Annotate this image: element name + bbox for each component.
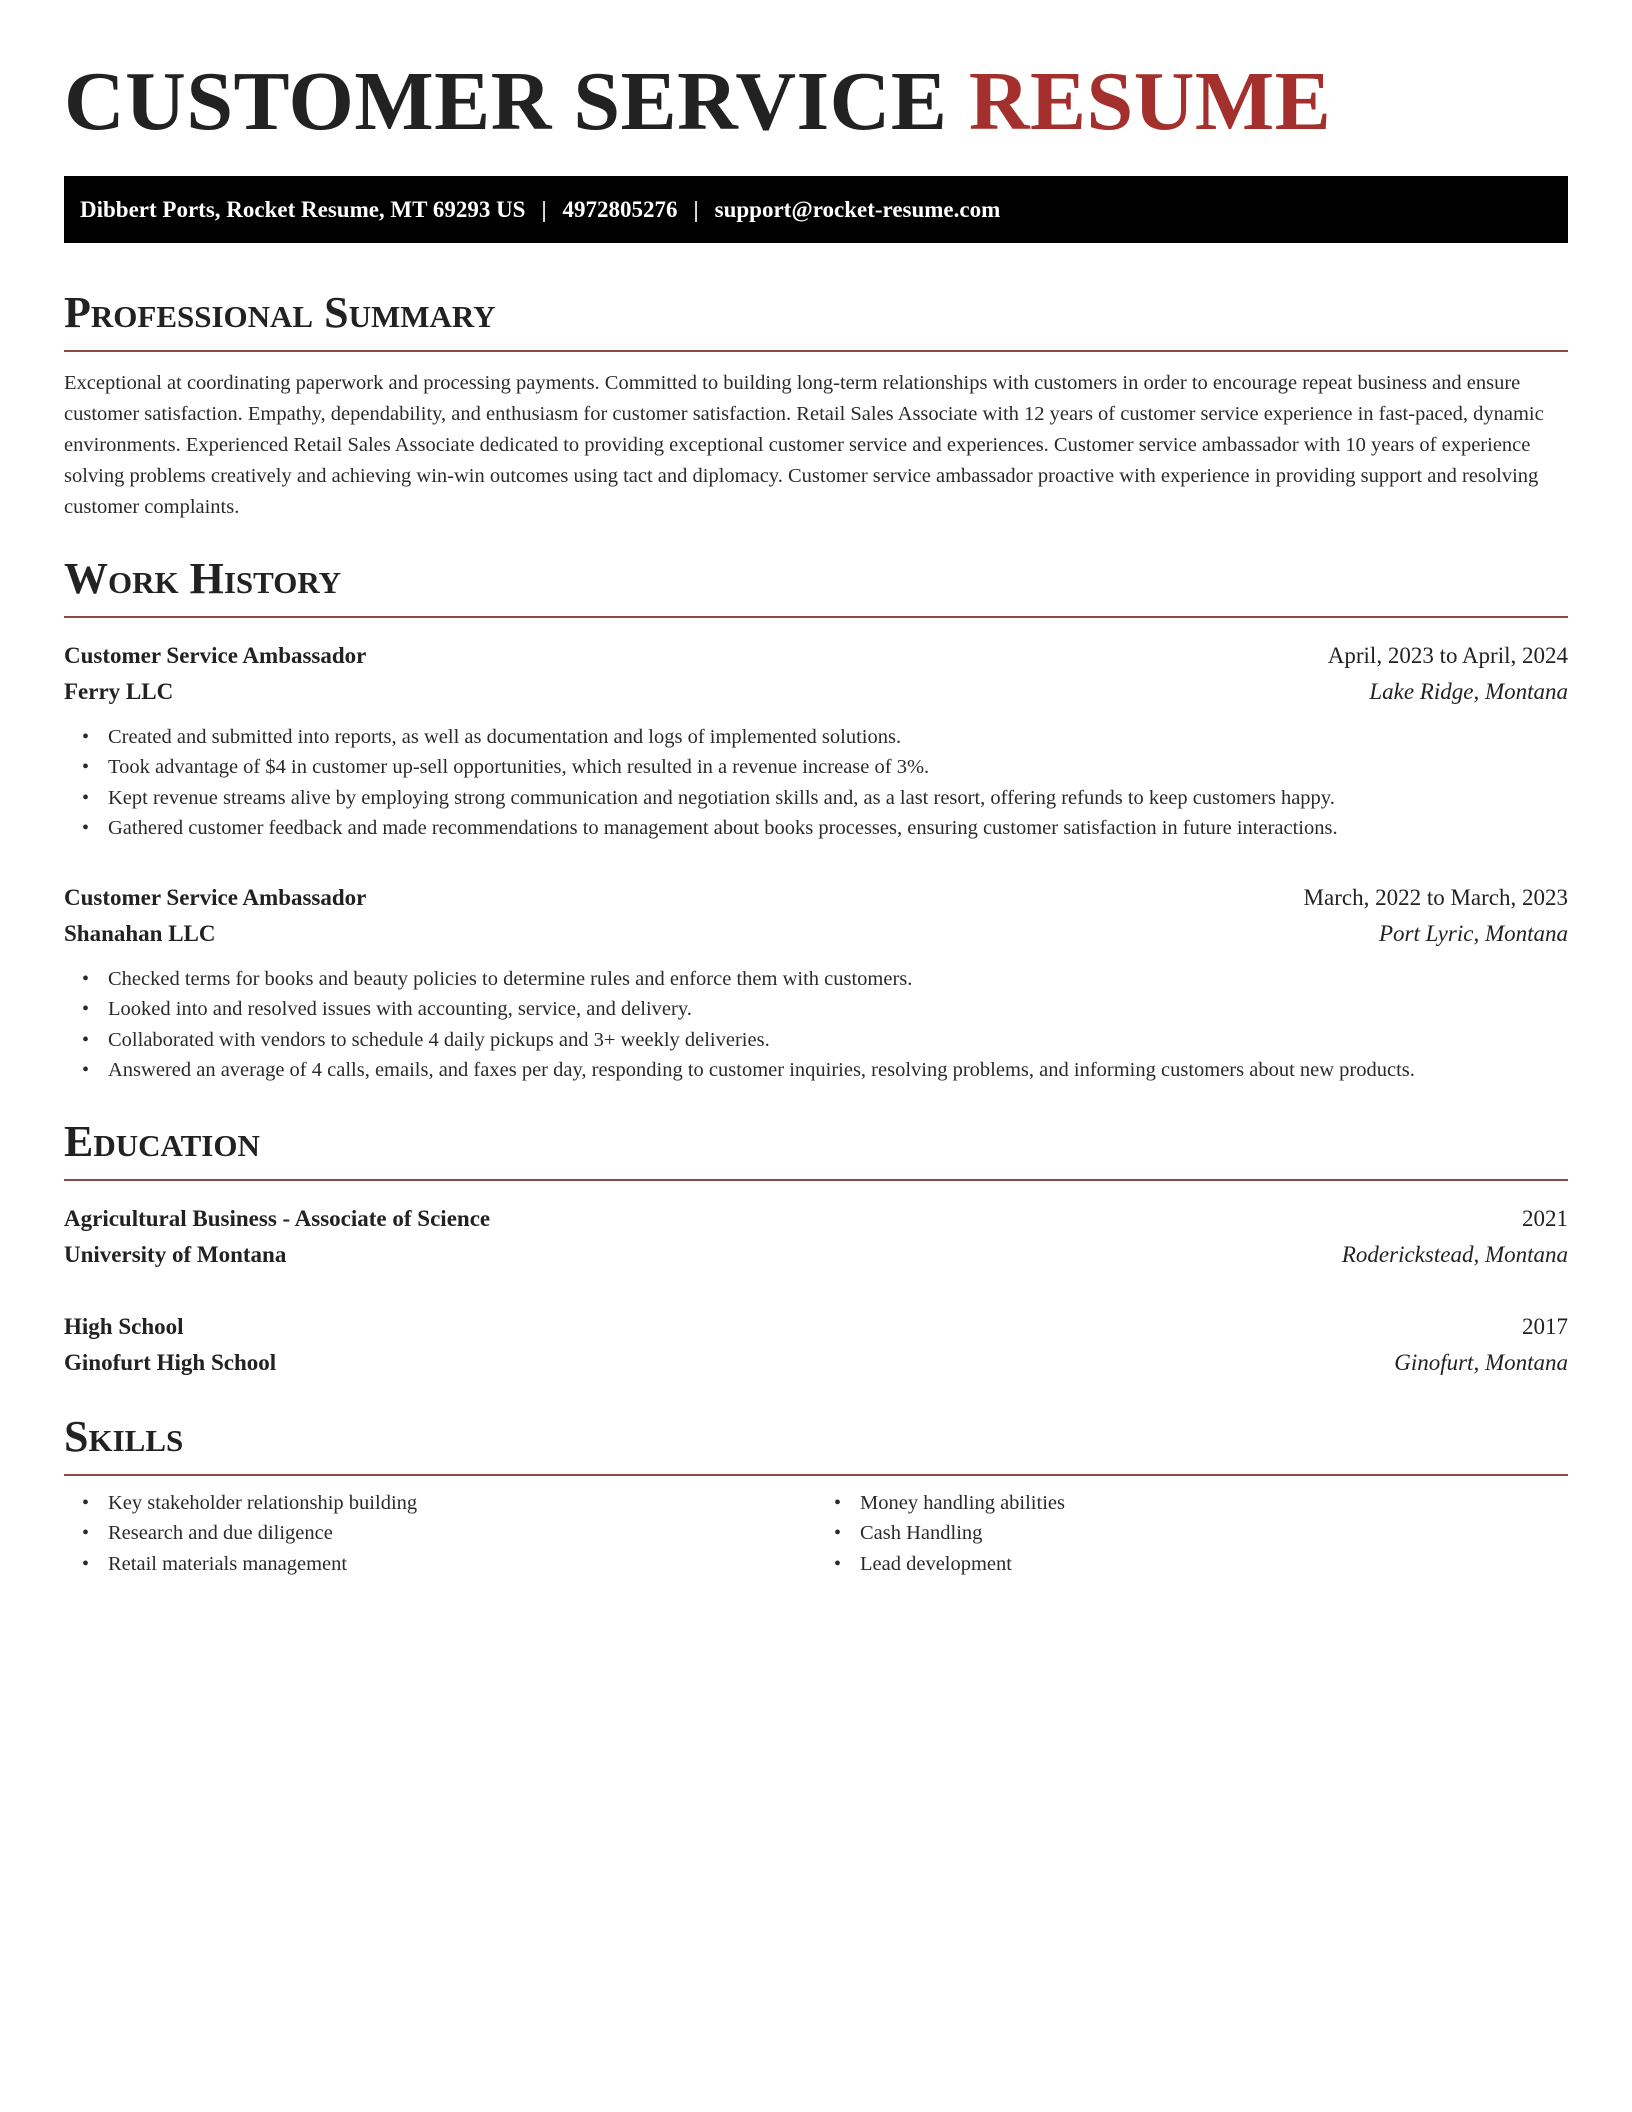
job-bullet: • Took advantage of $4 in customer up-sell opportunities, which resulted in a revenue increase of 3%.	[108, 752, 1568, 783]
contact-bar	[64, 176, 1568, 243]
education-school: University of Montana	[64, 1241, 287, 1267]
skills-column-left	[64, 1488, 816, 1580]
skill-item: • Research and due diligence	[108, 1518, 816, 1549]
education-heading: Education	[64, 1116, 1568, 1181]
job-bullets	[64, 964, 1568, 1086]
job-bullet: • Looked into and resolved issues with accounting, service, and delivery.	[108, 994, 1568, 1025]
contact-separator: |	[693, 196, 699, 222]
job-company-row	[64, 674, 1568, 710]
skills-list	[64, 1488, 1568, 1580]
job-entry	[64, 638, 1568, 844]
job-location: Lake Ridge, Montana	[1369, 678, 1568, 704]
job-bullet: • Kept revenue streams alive by employing strong communication and negotiation skills and, as a last resort, offering refunds to keep customers happy.	[108, 783, 1568, 814]
job-title: Customer Service Ambassador	[64, 884, 367, 910]
contact-separator: |	[541, 196, 547, 222]
education-entry	[64, 1309, 1568, 1381]
job-bullet: • Checked terms for books and beauty policies to determine rules and enforce them with customers.	[108, 964, 1568, 995]
education-school-row	[64, 1237, 1568, 1273]
job-bullet: • Gathered customer feedback and made recommendations to management about books processes, ensuring customer satisfaction in future interactions.	[108, 813, 1568, 844]
summary-heading: Professional Summary	[64, 287, 1568, 352]
resume-title	[64, 56, 1568, 148]
job-bullets	[64, 722, 1568, 844]
education-location: Roderickstead, Montana	[1341, 1241, 1568, 1267]
education-degree-row	[64, 1309, 1568, 1345]
education-year: 2017	[1522, 1313, 1568, 1339]
summary-text: Exceptional at coordinating paperwork and processing payments. Committed to building long-term relationships with customers in order to encourage repeat business and ensure customer satisfaction. Empathy, dependability, and enthusiasm for customer satisfaction. Retail Sales Associate with 12 years of customer service experience in fast-paced, dynamic environments. Experienced Retail Sales Associate dedicated to providing exceptional customer service and experiences. Customer service ambassador with 10 years of experience solving problems creatively and achieving win-win outcomes using tact and diplomacy. Customer service ambassador proactive with experience in providing support and resolving customer complaints.	[64, 372, 1544, 519]
education-year: 2021	[1522, 1205, 1568, 1231]
contact-address: Dibbert Ports, Rocket Resume, MT 69293 US	[80, 196, 526, 222]
education-degree: High School	[64, 1313, 184, 1339]
job-title-row	[64, 638, 1568, 674]
job-dates: April, 2023 to April, 2024	[1327, 642, 1568, 668]
education-degree: Agricultural Business - Associate of Science	[64, 1205, 491, 1231]
contact-email: support@rocket-resume.com	[714, 196, 1001, 222]
job-bullet: • Created and submitted into reports, as well as documentation and logs of implemented solutions.	[108, 722, 1568, 753]
job-entry	[64, 880, 1568, 1086]
work-history-heading: Work History	[64, 553, 1568, 618]
skill-item: • Retail materials management	[108, 1549, 816, 1580]
education-location: Ginofurt, Montana	[1394, 1349, 1568, 1375]
skill-item: • Lead development	[860, 1549, 1568, 1580]
title-accent: RESUME	[968, 55, 1332, 148]
job-company-row	[64, 916, 1568, 952]
job-company: Ferry LLC	[64, 678, 174, 704]
education-school: Ginofurt High School	[64, 1349, 277, 1375]
job-bullet: • Collaborated with vendors to schedule 4 daily pickups and 3+ weekly deliveries.	[108, 1025, 1568, 1056]
title-main: CUSTOMER SERVICE	[64, 55, 948, 148]
contact-phone: 4972805276	[562, 196, 678, 222]
job-bullet: • Answered an average of 4 calls, emails, and faxes per day, responding to customer inquiries, resolving problems, and informing customers about new products.	[108, 1055, 1568, 1086]
education-entry	[64, 1201, 1568, 1273]
education-school-row	[64, 1345, 1568, 1381]
job-title: Customer Service Ambassador	[64, 642, 367, 668]
skills-heading: Skills	[64, 1411, 1568, 1476]
job-location: Port Lyric, Montana	[1378, 920, 1568, 946]
skill-item: • Money handling abilities	[860, 1488, 1568, 1519]
job-dates: March, 2022 to March, 2023	[1303, 884, 1568, 910]
skills-column-right	[816, 1488, 1568, 1580]
job-company: Shanahan LLC	[64, 920, 216, 946]
education-degree-row	[64, 1201, 1568, 1237]
skill-item: • Cash Handling	[860, 1518, 1568, 1549]
job-title-row	[64, 880, 1568, 916]
skill-item: • Key stakeholder relationship building	[108, 1488, 816, 1519]
